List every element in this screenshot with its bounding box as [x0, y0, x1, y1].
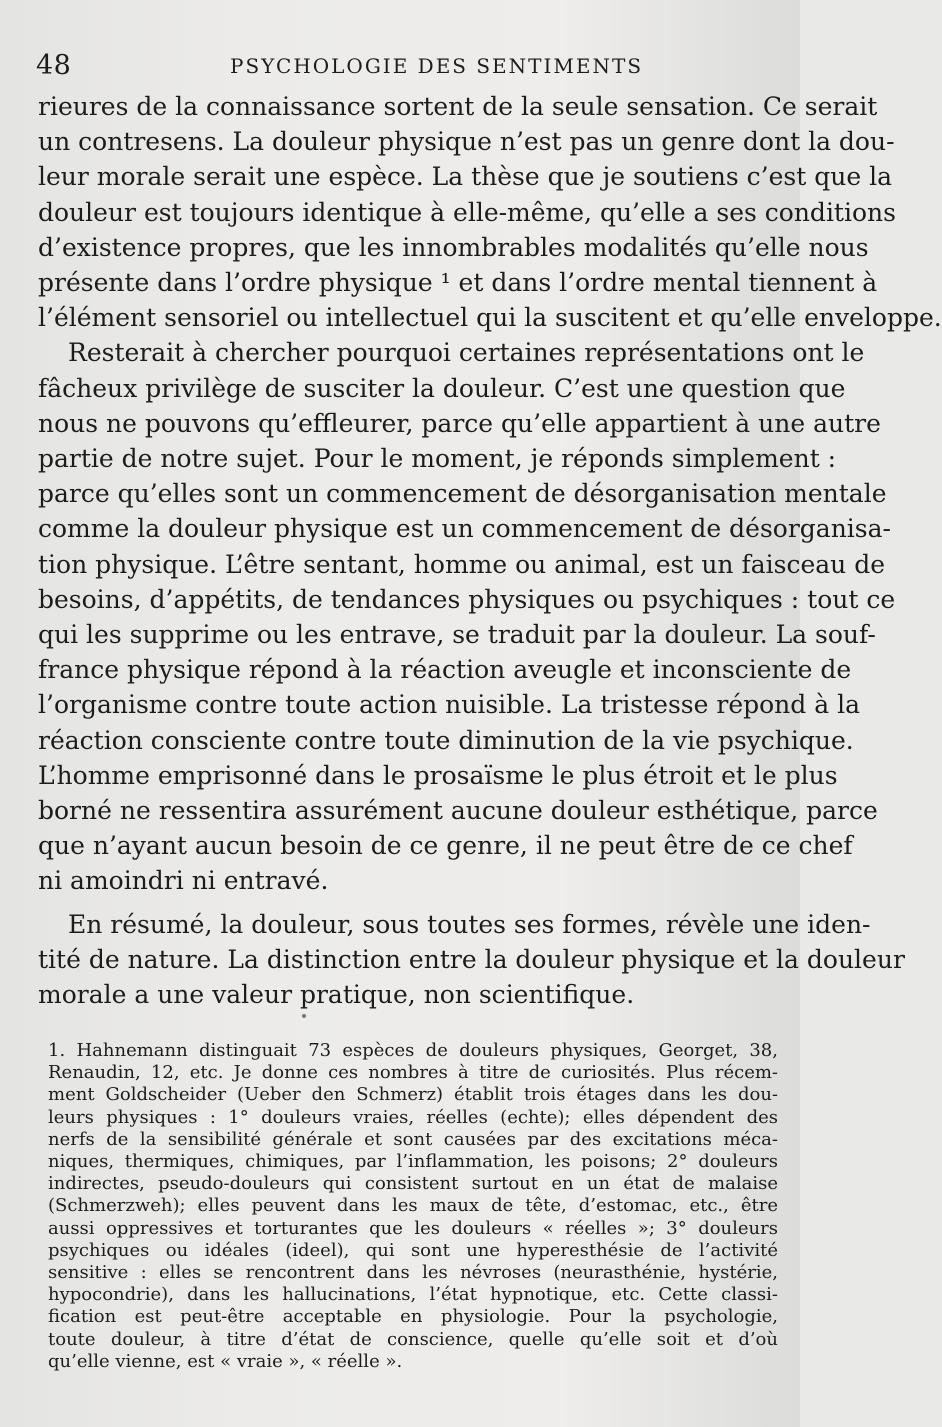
text-line: Resterait à chercher pourquoi certaines représentations ont le	[68, 338, 865, 368]
footnote-line: aussi oppressives et torturantes que les douleurs « réelles »; 3° douleurs	[48, 1217, 778, 1239]
text-line: présente dans l’ordre physique ¹ et dans l’ordre mental tiennent à	[38, 268, 878, 298]
text-line: l’organisme contre toute action nuisible. La tristesse répond à la	[38, 690, 860, 720]
text-line: leur morale serait une espèce. La thèse que je soutiens c’est que la	[38, 162, 892, 192]
text-line: france physique répond à la réaction aveugle et inconsciente de	[38, 655, 852, 685]
text-line: douleur est toujours identique à elle-même, qu’elle a ses conditions	[38, 197, 896, 227]
footnote-line: sensitive : elles se rencontrent dans les névroses (neurasthénie, hystérie,	[48, 1262, 778, 1284]
footnote-line: Renaudin, 12, etc. Je donne ces nombres à titre de curiosités. Plus récem-	[48, 1062, 778, 1084]
paragraph-1	[38, 89, 942, 335]
text-line: qui les supprime ou les entrave, se traduit par la douleur. La souf-	[38, 620, 876, 650]
page-number: 48	[36, 50, 72, 81]
text-line: L’homme emprisonné dans le prosaïsme le plus étroit et le plus	[38, 760, 838, 790]
text-line: ni amoindri ni entravé.	[38, 866, 329, 896]
footnote-line: niques, thermiques, chimiques, par l’inflammation, les poisons; 2° douleurs	[48, 1151, 778, 1173]
paragraph-gap	[38, 899, 766, 907]
footnote-line: (Schmerzweh); elles peuvent dans les maux de tête, d’estomac, etc., être	[48, 1195, 778, 1217]
footnote-line: fication est peut-être acceptable en physiologie. Pour la psychologie,	[48, 1306, 778, 1328]
text-line: tité de nature. La distinction entre la douleur physique et la douleur	[38, 944, 905, 974]
footnote-line: psychiques ou idéales (ideel), qui sont une hyperesthésie de l’activité	[48, 1239, 778, 1261]
text-line: partie de notre sujet. Pour le moment, je réponds simplement :	[38, 444, 837, 474]
page-header	[36, 46, 766, 86]
footnote-line: hypocondrie), dans les hallucinations, l’état hypnotique, etc. Cette classi-	[48, 1284, 778, 1306]
text-line: rieures de la connaissance sortent de la seule sensation. Ce serait	[38, 92, 878, 121]
text-line: d’existence propres, que les innombrables modalités qu’elle nous	[38, 232, 869, 262]
running-title: PSYCHOLOGIE DES SENTIMENTS	[230, 54, 644, 78]
paragraph-2	[38, 335, 896, 898]
paragraph-3	[38, 907, 905, 1013]
text-line: un contresens. La douleur physique n’est pas un genre dont la dou-	[38, 127, 895, 157]
text-line: En résumé, la douleur, sous toutes ses formes, révèle une iden-	[68, 909, 871, 939]
text-line: besoins, d’appétits, de tendances physiques ou psychiques : tout ce	[38, 584, 896, 614]
footnote-line: 1. Hahnemann distinguait 73 espèces de douleurs physiques, Georget, 38,	[48, 1040, 778, 1061]
text-line: tion physique. L’être sentant, homme ou animal, est un faisceau de	[38, 549, 885, 579]
footnote-line: toute douleur, à titre d’état de conscience, quelle qu’elle soit et d’où	[48, 1328, 778, 1350]
main-text	[38, 89, 942, 1012]
text-line: parce qu’elles sont un commencement de désorganisation mentale	[38, 479, 887, 509]
text-line: nous ne pouvons qu’effleurer, parce qu’elle appartient à une autre	[38, 408, 881, 438]
text-line: comme la douleur physique est un commencement de désorganisa-	[38, 514, 891, 544]
footnote-line: indirectes, pseudo-douleurs qui consistent surtout en un état de malaise	[48, 1173, 778, 1195]
text-line: l’élément sensoriel ou intellectuel qui la suscitent et qu’elle enveloppe.	[38, 303, 942, 333]
text-line: fâcheux privilège de susciter la douleur. C’est une question que	[38, 373, 846, 403]
text-line: que n’ayant aucun besoin de ce genre, il ne peut être de ce chef	[38, 831, 853, 861]
text-line: réaction consciente contre toute diminution de la vie psychique.	[38, 725, 854, 755]
footnote-line: ment Goldscheider (Ueber den Schmerz) établit trois étages dans les dou-	[48, 1084, 778, 1106]
footnote-line: nerfs de la sensibilité générale et sont causées par des excitations méca-	[48, 1128, 778, 1150]
text-line: morale a une valeur pratique, non scientifique.	[38, 980, 635, 1010]
text-line: borné ne ressentira assurément aucune douleur esthétique, parce	[38, 796, 878, 826]
footnote	[48, 1040, 778, 1373]
footnote-line: leurs physiques : 1° douleurs vraies, réelles (echte); elles dépendent des	[48, 1106, 778, 1128]
footnote-line: qu’elle vienne, est « vraie », « réelle ».	[48, 1350, 403, 1372]
ink-speck	[302, 1014, 306, 1018]
